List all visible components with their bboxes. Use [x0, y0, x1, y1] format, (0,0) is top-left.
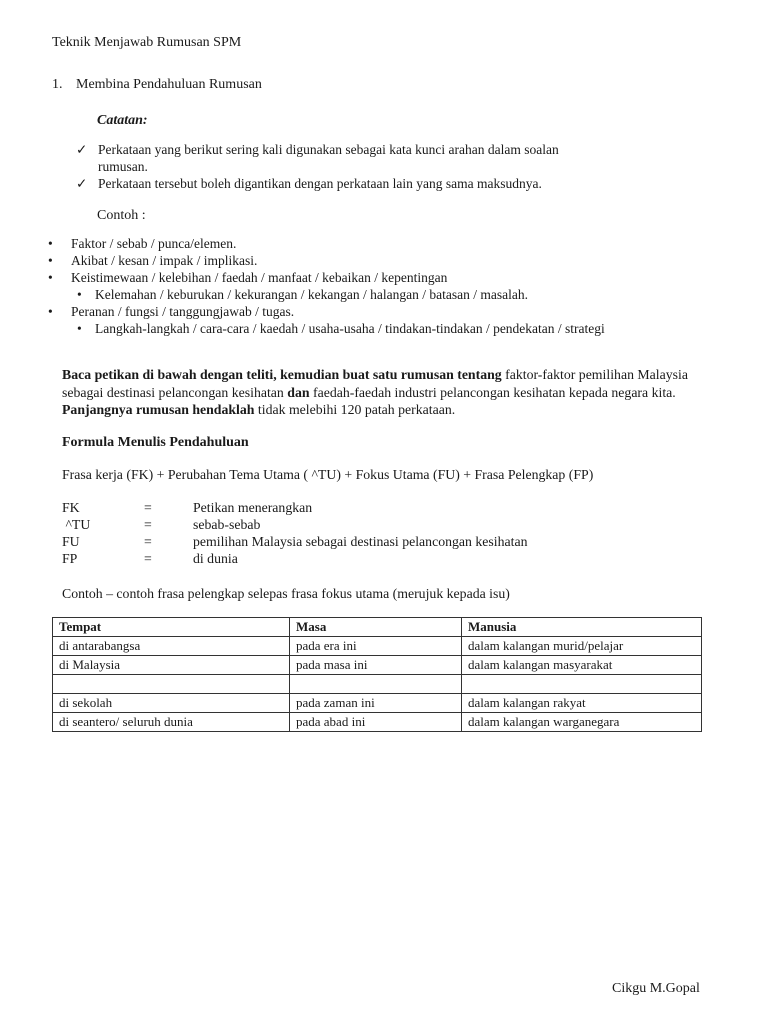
- table-cell: [462, 675, 702, 694]
- check-item: [76, 176, 542, 192]
- table-cell: pada era ini: [290, 637, 462, 656]
- definition-key: FP: [62, 551, 78, 566]
- checkmark-icon: ✓: [76, 176, 88, 191]
- table-cell: [290, 675, 462, 694]
- bullet-icon: •: [48, 270, 53, 285]
- bullet-icon: •: [48, 236, 53, 251]
- definition-equals: =: [144, 534, 152, 549]
- table-cell: di antarabangsa: [53, 637, 290, 656]
- table-cell: di sekolah: [53, 694, 290, 713]
- examples-caption: Contoh – contoh frasa pelengkap selepas frasa fokus utama (merujuk kepada isu): [62, 586, 510, 601]
- bullet-icon: •: [77, 287, 82, 302]
- table-header-cell: Tempat: [53, 618, 290, 637]
- catatan-label: Catatan:: [97, 113, 148, 128]
- checkmark-icon: ✓: [76, 142, 88, 157]
- sub-bullet-item: [77, 321, 605, 337]
- formula-text: Frasa kerja (FK) + Perubahan Tema Utama ( ^TU) + Fokus Utama (FU) + Frasa Pelengkap (FP): [62, 467, 594, 482]
- table-cell: pada zaman ini: [290, 694, 462, 713]
- phrase-table: [52, 617, 702, 732]
- check-text: Perkataan tersebut boleh digantikan dengan perkataan lain yang sama maksudnya.: [98, 176, 542, 191]
- table-row: [53, 694, 702, 713]
- bullet-text: Keistimewaan / kelebihan / faedah / manfaat / kebaikan / kepentingan: [71, 270, 448, 285]
- bullet-text: Faktor / sebab / punca/elemen.: [71, 236, 237, 251]
- bullet-item: [48, 270, 448, 286]
- definition-key: FU: [62, 534, 80, 549]
- table-cell: di Malaysia: [53, 656, 290, 675]
- bullet-text: Peranan / fungsi / tanggungjawab / tugas.: [71, 304, 295, 319]
- definition-key: ^TU: [62, 517, 91, 532]
- definition-equals: =: [144, 517, 152, 532]
- bullet-item: [48, 304, 295, 320]
- table-cell: pada abad ini: [290, 713, 462, 732]
- bullet-icon: •: [48, 253, 53, 268]
- definition-equals: =: [144, 500, 152, 515]
- table-row: [53, 675, 702, 694]
- table-cell: di seantero/ seluruh dunia: [53, 713, 290, 732]
- table-cell: [53, 675, 290, 694]
- table-cell: dalam kalangan warganegara: [462, 713, 702, 732]
- table-cell: dalam kalangan masyarakat: [462, 656, 702, 675]
- formula-heading: Formula Menulis Pendahuluan: [62, 435, 249, 450]
- table-row: [53, 637, 702, 656]
- table-cell: pada masa ini: [290, 656, 462, 675]
- bullet-text: Kelemahan / keburukan / kekurangan / kekangan / halangan / batasan / masalah.: [95, 287, 528, 302]
- sub-bullet-item: [77, 287, 528, 303]
- check-text: Perkataan yang berikut sering kali digunakan sebagai kata kunci arahan dalam soalan: [98, 142, 559, 157]
- check-text-continued: rumusan.: [98, 159, 148, 174]
- definition-equals: =: [144, 551, 152, 566]
- table-header-row: [53, 618, 702, 637]
- definition-key: FK: [62, 500, 80, 515]
- bullet-icon: •: [48, 304, 53, 319]
- definition-value: pemilihan Malaysia sebagai destinasi pelancongan kesihatan: [193, 534, 528, 549]
- check-item: [76, 142, 559, 158]
- definition-value: sebab-sebab: [193, 517, 261, 532]
- bullet-item: [48, 253, 258, 269]
- instruction-paragraph: Baca petikan di bawah dengan teliti, kemudian buat satu rumusan tentang faktor-faktor pemilihan Malaysia sebagai destinasi pelancongan kesihatan dan faedah-faedah industri pelancongan kesihatan kepada negara kita. Panjangnya rumusan hendaklah tidak melebihi 120 patah perkataan.: [62, 367, 688, 417]
- document-title: Teknik Menjawab Rumusan SPM: [52, 35, 242, 50]
- table-header-cell: Manusia: [462, 618, 702, 637]
- bullet-text: Akibat / kesan / impak / implikasi.: [71, 253, 258, 268]
- bullet-item: [48, 236, 237, 252]
- table-header-cell: Masa: [290, 618, 462, 637]
- contoh-label: Contoh :: [97, 208, 146, 223]
- definition-value: Petikan menerangkan: [193, 500, 313, 515]
- bullet-text: Langkah-langkah / cara-cara / kaedah / usaha-usaha / tindakan-tindakan / pendekatan / strategi: [95, 321, 605, 336]
- section-heading: [52, 77, 262, 93]
- table-cell: dalam kalangan rakyat: [462, 694, 702, 713]
- table-row: [53, 656, 702, 675]
- table-cell: dalam kalangan murid/pelajar: [462, 637, 702, 656]
- table-row: [53, 713, 702, 732]
- section-title: Membina Pendahuluan Rumusan: [76, 77, 262, 92]
- definition-value: di dunia: [193, 551, 238, 566]
- section-number: 1.: [52, 77, 63, 92]
- author-footer: Cikgu M.Gopal: [612, 981, 700, 996]
- bullet-icon: •: [77, 321, 82, 336]
